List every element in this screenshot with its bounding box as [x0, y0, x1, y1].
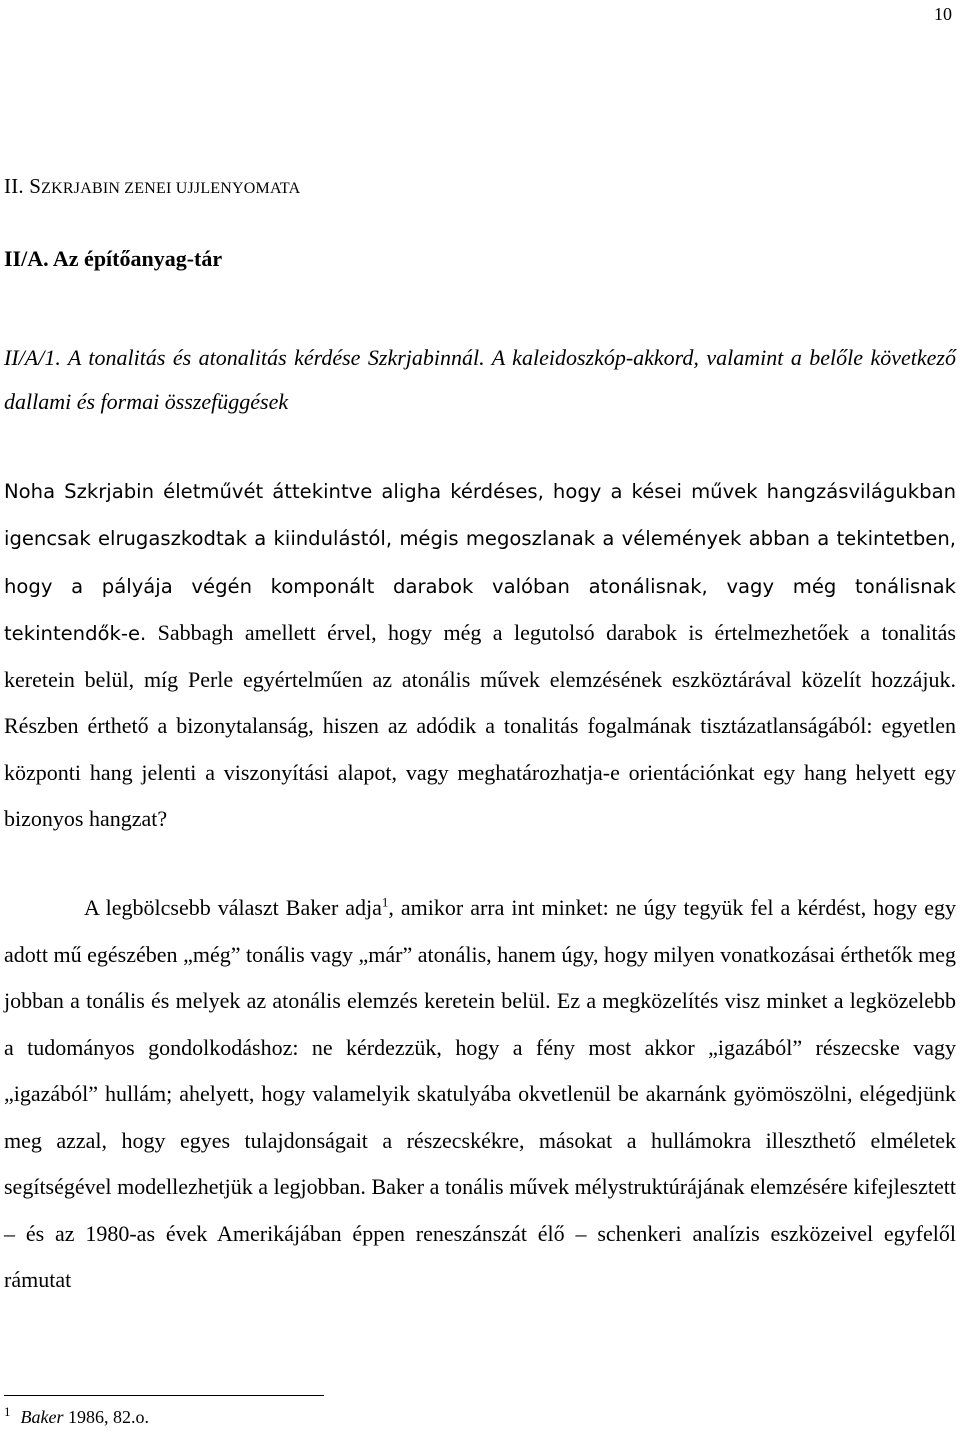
body-paragraph-1 [4, 468, 956, 842]
chapter-number: II. S [4, 174, 42, 198]
section-heading: II/A. Az építőanyag-tár [4, 246, 223, 271]
footnote [4, 1404, 149, 1428]
footnote-mark: 1 [4, 1404, 11, 1419]
paragraph-2-text-start: A legbölcsebb választ Baker adja [84, 895, 382, 920]
paragraph-1-sans-text: Noha Szkrjabin életművét áttekintve aligha kérdéses, hogy a kései művek hangzásvilágukban igencsak elrugaszkodtak a kiindulástól, mégis megoszlanak a vélemények abban a tekintetben, hogy a pályája végén komponált darabok valóban atonálisnak, vagy még tonálisnak tekintendők-e. [4, 480, 956, 645]
footnote-reference[interactable]: 1 [381, 894, 389, 910]
chapter-heading [4, 174, 300, 199]
paragraph-2-text-rest: , amikor arra int minket: ne úgy tegyük fel a kérdést, hogy egy adott mű egészében „még” tonális vagy „már” atonális, hanem úgy, hogy milyen vonatkozásai érthetők meg jobban a tonális és melyek az atonális elemzés keretein belül. Ez a megközelítés visz minket a legközelebb a tudományos gondolkodáshoz: ne kérdezzük, hogy a fény most akkor „igazából” részecske vagy „igazából” hullám; ahelyett, hogy valamelyik skatulyába okvetlenül be akarnánk gyömöszölni, elégedjünk meg azzal, hogy egyes tulajdonságait a részecskékre, másokat a hullámokra illeszthető elméletek segítségével modellezhetjük a legjobban. Baker a tonális művek mélystruktúrájának elemzésére kifejlesztett – és az 1980-as évek Amerikájában éppen reneszánszát élő – schenkeri analízis eszközeivel egyfelől rámutat [4, 895, 956, 1292]
chapter-title: ZKRJABIN ZENEI UJJLENYOMATA [41, 180, 301, 197]
body-paragraph-2 [4, 885, 956, 1304]
footnote-author: Baker [20, 1407, 64, 1427]
footnote-reference-text: 1986, 82.o. [63, 1407, 149, 1427]
subsection-heading: II/A/1. A tonalitás és atonalitás kérdése Szkrjabinnál. A kaleidoszkóp-akkord, valamint a belőle következő dallami és formai összefüggések [4, 345, 956, 414]
footnote-divider [4, 1395, 324, 1396]
paragraph-1-serif-text: Sabbagh amellett érvel, hogy még a legutolsó darabok is értelmezhetőek a tonalitás keretein belül, míg Perle egyértelműen az atonális művek elemzésének eszköztárával közelít hozzájuk. Részben érthető a bizonytalanság, hiszen az adódik a tonalitás fogalmának tisztázatlanságából: egyetlen központi hang jelenti a viszonyítási alapot, vagy meghatározhatja-e orientációnkat egy hang helyett egy bizonyos hangzat? [4, 619, 956, 832]
page-number: 10 [934, 4, 952, 24]
